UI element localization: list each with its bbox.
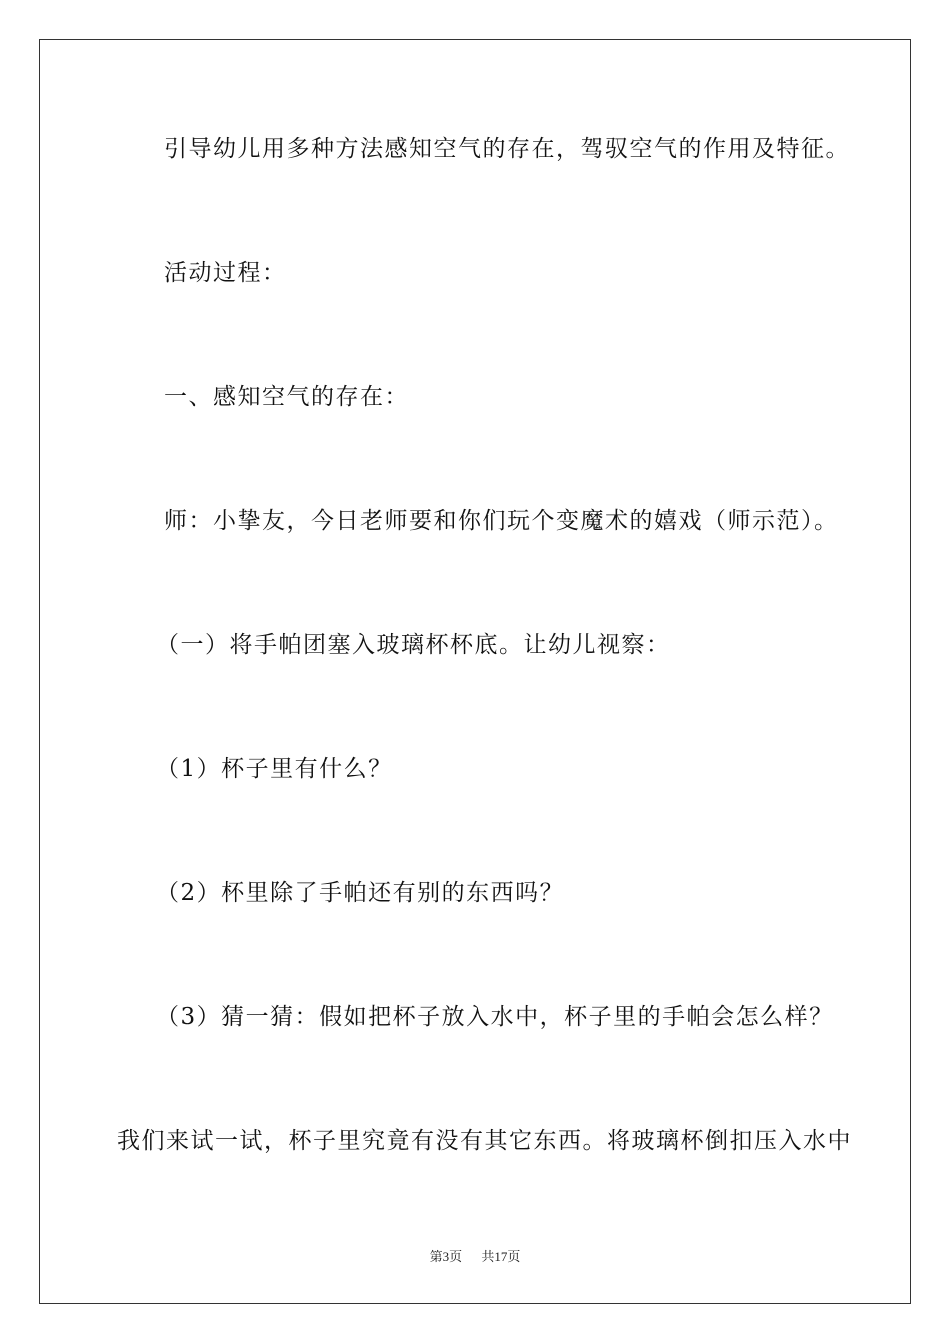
paragraph-teacher-intro: 师：小挚友，今日老师要和你们玩个变魔术的嬉戏（师示范）。 xyxy=(164,508,839,534)
page-border xyxy=(39,39,911,1304)
total-pages-label: 共17页 xyxy=(481,1249,521,1264)
paragraph-question-3: （3）猜一猜：假如把杯子放入水中，杯子里的手帕会怎么样？ xyxy=(156,1004,834,1030)
paragraph-goal: 引导幼儿用多种方法感知空气的存在，驾驭空气的作用及特征。 xyxy=(164,136,850,162)
paragraph-step-one: （一）将手帕团塞入玻璃杯杯底。让幼儿视察： xyxy=(156,632,671,658)
paragraph-experiment: 我们来试一试，杯子里究竟有没有其它东西。将玻璃杯倒扣压入水中 xyxy=(117,1128,852,1154)
page-footer xyxy=(0,1246,950,1265)
paragraph-question-1: （1）杯子里有什么？ xyxy=(156,756,393,782)
current-page-label: 第3页 xyxy=(429,1249,463,1264)
paragraph-process-heading: 活动过程： xyxy=(164,260,287,286)
paragraph-question-2: （2）杯里除了手帕还有别的东西吗？ xyxy=(156,880,565,906)
paragraph-section-one: 一、感知空气的存在： xyxy=(164,384,409,410)
